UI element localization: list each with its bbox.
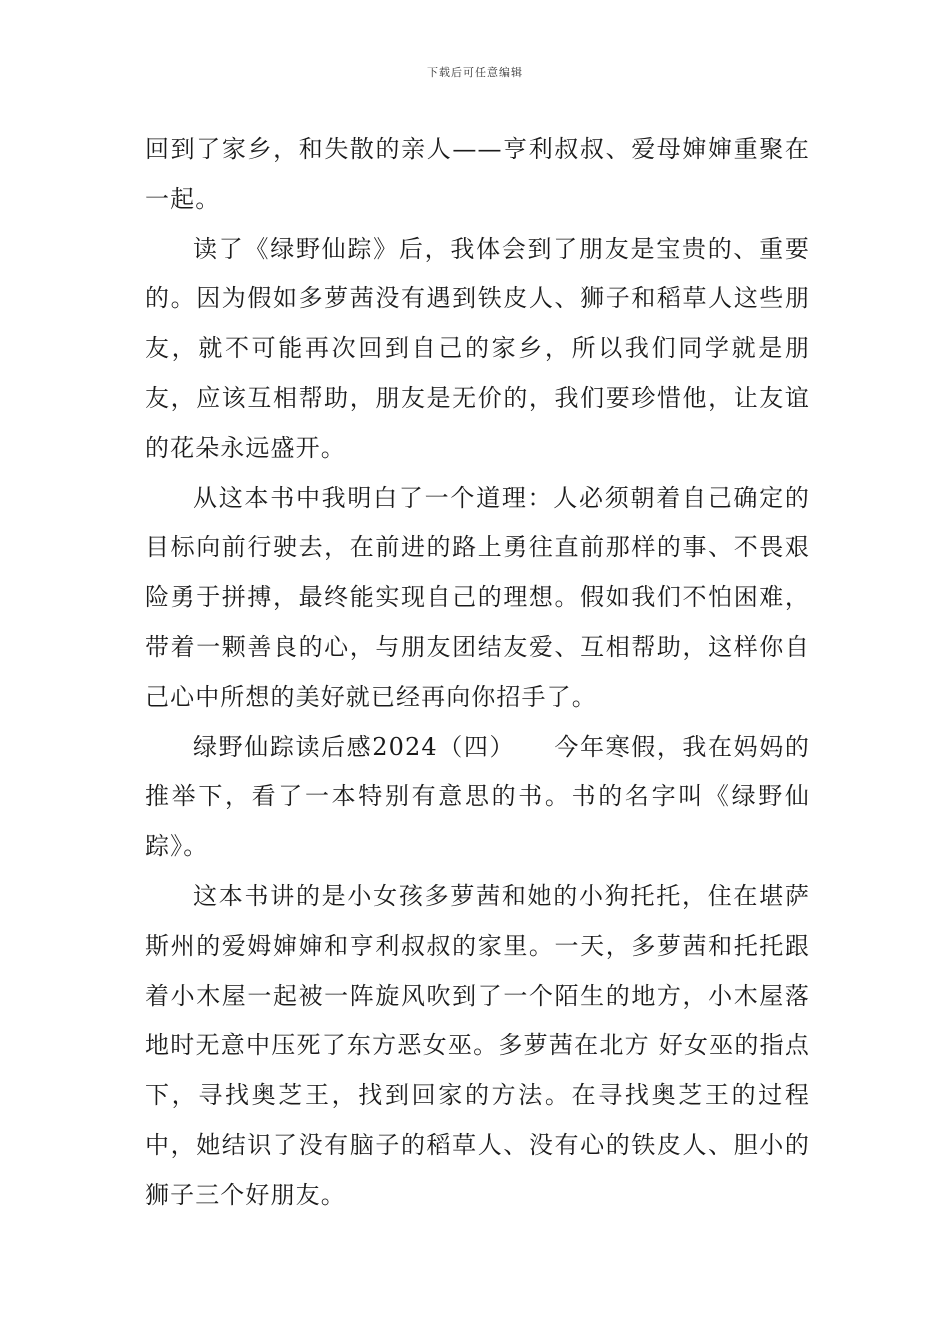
paragraph-4: 绿野仙踪读后感2024（四） 今年寒假，我在妈妈的推举下，看了一本特别有意思的书。书的名字叫《绿野仙踪》。 [145,732,810,861]
paragraph-1: 回到了家乡，和失散的亲人——亨利叔叔、爱母婶婶重聚在一起。 [145,135,810,213]
paragraph-2: 读了《绿野仙踪》后，我体会到了朋友是宝贵的、重要的。因为假如多萝茜没有遇到铁皮人、狮子和稻草人这些朋友，就不可能再次回到自己的家乡，所以我们同学就是朋友，应该互相帮助，朋友是无价的，我们要珍惜他，让友谊的花朵永远盛开。 [145,234,810,462]
page-header-note: 下载后可任意编辑 [427,66,523,79]
paragraph-3: 从这本书中我明白了一个道理：人必须朝着自己确定的目标向前行驶去，在前进的路上勇往直前那样的事、不畏艰险勇于拼搏，最终能实现自己的理想。假如我们不怕困难，带着一颗善良的心，与朋友团结友爱、互相帮助，这样你自己心中所想的美好就已经再向你招手了。 [145,483,810,711]
document-body [145,125,810,1221]
paragraph-5: 这本书讲的是小女孩多萝茜和她的小狗托托，住在堪萨斯州的爱姆婶婶和亨利叔叔的家里。一天，多萝茜和托托跟着小木屋一起被一阵旋风吹到了一个陌生的地方，小木屋落地时无意中压死了东方恶女巫。多萝茜在北方 好女巫的指点下，寻找奥芝王，找到回家的方法。在寻找奥芝王的过程中，她结识了没有脑子的稻草人、没有心的铁皮人、胆小的狮子三个好朋友。 [145,881,810,1209]
